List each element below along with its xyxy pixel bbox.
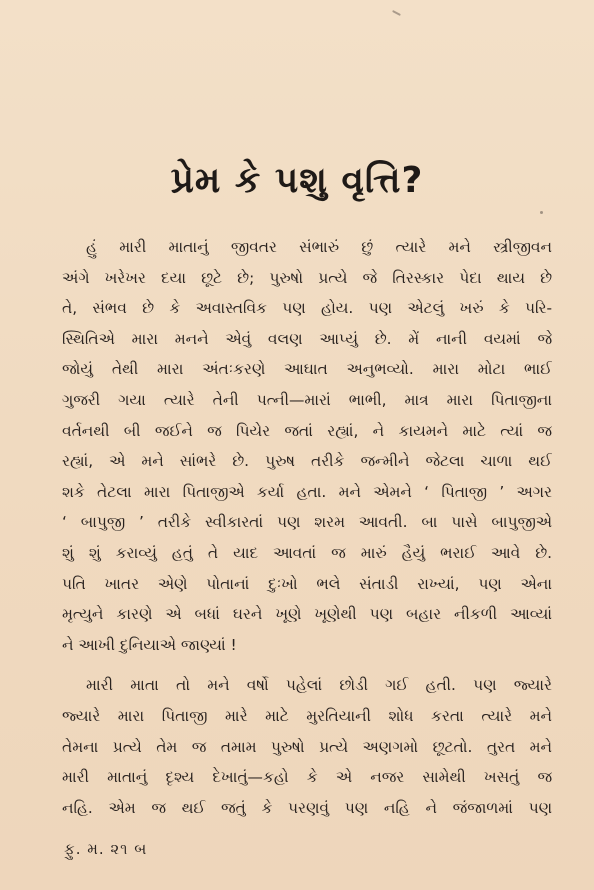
text-line: હું મારી માતાનું જીવતર સંભારું છું ત્યારે મને સ્ત્રીજીવન [86, 238, 552, 256]
text-line: અંગે ખરેખર દયા છૂટે છે; પુરુષો પ્રત્યે જે તિરસ્કાર પેદા થાય છે [62, 268, 552, 287]
text-line: નહિ. એમ જ થઈ જતું કે પરણવું પણ નહિ ને જંજાળમાં પણ [62, 798, 552, 817]
text-line: મારી માતાનું દૃશ્ય દેખાતું—કહો કે એ નજર સામેથી ખસતું જ [62, 768, 552, 787]
text-line: તે, સંભવ છે કે અવાસ્તવિક પણ હોય. પણ એટલું ખરું કે પરિ- [62, 299, 552, 318]
signature-mark: ફુ. મ. ૨૧ બ [64, 840, 148, 858]
text-line: શું શું કરાવ્યું હતું તે યાદ આવતાં જ મારું હૈયું ભરાઈ આવે છે. [62, 543, 552, 562]
text-line: રહ્યાં, એ મને સાંભરે છે. પુરુષ તરીકે જન્મીને જેટલા ચાળા થઈ [62, 452, 552, 471]
paper-dot [540, 211, 543, 214]
text-line: મૃત્યુને કારણે એ બધાં ઘરને ખૂણે ખૂણેથી પણ બહાર નીકળી આવ્યાં [62, 605, 552, 624]
text-line: ગુજરી ગયા ત્યારે તેની પત્ની—મારાં ભાભી, માત્ર મારા પિતાજીના [62, 390, 552, 409]
chapter-title: પ્રેમ કે પશુ વૃત્તિ? [170, 160, 424, 201]
paragraph-gap [62, 660, 552, 670]
text-line: વર્તનથી બી જઈને જ પિયેર જતાં રહ્યાં, ને કાયમને માટે ત્યાં જ [62, 421, 552, 440]
text-line: ‘ બાપુજી ’ તરીકે સ્વીકારતાં પણ શરમ આવતી. બા પાસે બાપુજીએ [62, 513, 552, 532]
paper-speck [392, 10, 401, 16]
text-line: જોયું તેથી મારા અંતઃકરણે આઘાત અનુભવ્યો. મારા મોટા ભાઈ [62, 360, 552, 379]
text-line: પતિ ખાતર એણે પોતાનાં દુઃખો ભલે સંતાડી રાખ્યાં, પણ એના [62, 574, 552, 593]
paragraph-2 [62, 670, 552, 823]
text-line: મારી માતા તો મને વર્ષો પહેલાં છોડી ગઈ હતી. પણ જ્યારે [86, 676, 552, 695]
text-line: શકે તેટલા મારા પિતાજીએ કર્યા હતા. મને એમને ‘ પિતાજી ’ અગર [62, 482, 552, 501]
text-line: સ્થિતિએ મારા મનને એવું વલણ આપ્યું છે. મેં નાની વયમાં જે [62, 329, 552, 348]
text-line: ને આખી દુનિયાએ જાણ્યાં ! [62, 635, 237, 654]
paragraph-1 [62, 232, 552, 660]
chapter-body [62, 232, 552, 823]
text-line: તેમના પ્રત્યે તેમ જ તમામ પુરુષો પ્રત્યે અણગમો છૂટતો. તુરત મને [62, 737, 552, 756]
text-line: જ્યારે મારા પિતાજી મારે માટે મુરતિયાની શોધ કરતા ત્યારે મને [62, 706, 552, 725]
